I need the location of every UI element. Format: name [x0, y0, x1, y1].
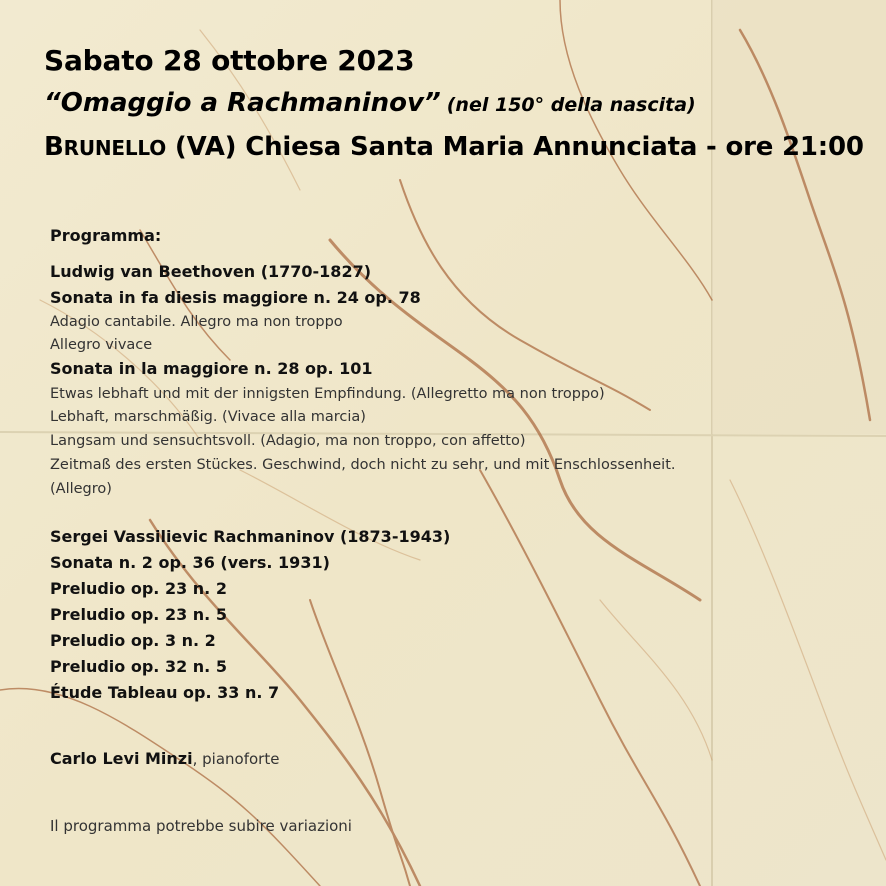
performer-role: , pianoforte	[192, 750, 280, 768]
movement: Adagio cantabile. Allegro ma non troppo	[50, 314, 343, 330]
movement: Langsam und sensuchtsvoll. (Adagio, ma non troppo, con affetto)	[50, 433, 526, 449]
movement: Zeitmaß des ersten Stückes. Geschwind, doch nicht zu sehr, und mit Enschlossenheit.	[50, 457, 676, 473]
event-title: “Omaggio a Rachmaninov”	[44, 88, 441, 118]
movement: (Allegro)	[50, 481, 112, 497]
location-details: (VA) Chiesa Santa Maria Annunciata - ore 21:00	[166, 132, 864, 162]
performer-name: Carlo Levi Minzi	[50, 749, 193, 768]
composer-rachmaninov: Sergei Vassilievic Rachmaninov (1873-1943)	[50, 527, 451, 546]
work-item: Preludio op. 23 n. 5	[50, 605, 227, 624]
program-note: Il programma potrebbe subire variazioni	[50, 817, 352, 835]
work-item: Preludio op. 3 n. 2	[50, 631, 216, 650]
movement: Etwas lebhaft und mit der innigsten Empfindung. (Allegretto ma non troppo)	[50, 386, 605, 402]
program-heading: Programma:	[50, 226, 162, 245]
work-sonata-24: Sonata in fa diesis maggiore n. 24 op. 78	[50, 288, 421, 307]
location-town: RUNELLO	[63, 136, 167, 160]
work-item: Preludio op. 23 n. 2	[50, 579, 227, 598]
work-sonata-28: Sonata in la maggiore n. 28 op. 101	[50, 359, 373, 378]
performer-line	[50, 749, 279, 768]
event-title-note: (nel 150° della nascita)	[446, 94, 696, 116]
work-item: Preludio op. 32 n. 5	[50, 657, 227, 676]
composer-beethoven: Ludwig van Beethoven (1770-1827)	[50, 262, 372, 281]
movement: Lebhaft, marschmäßig. (Vivace alla marcia)	[50, 409, 366, 425]
event-title-line	[44, 88, 696, 118]
work-item: Sonata n. 2 op. 36 (vers. 1931)	[50, 553, 330, 572]
location-initial: B	[44, 132, 64, 162]
event-location	[44, 132, 864, 162]
event-date: Sabato 28 ottobre 2023	[44, 44, 415, 77]
work-item: Étude Tableau op. 33 n. 7	[50, 683, 280, 702]
movement: Allegro vivace	[50, 337, 153, 353]
